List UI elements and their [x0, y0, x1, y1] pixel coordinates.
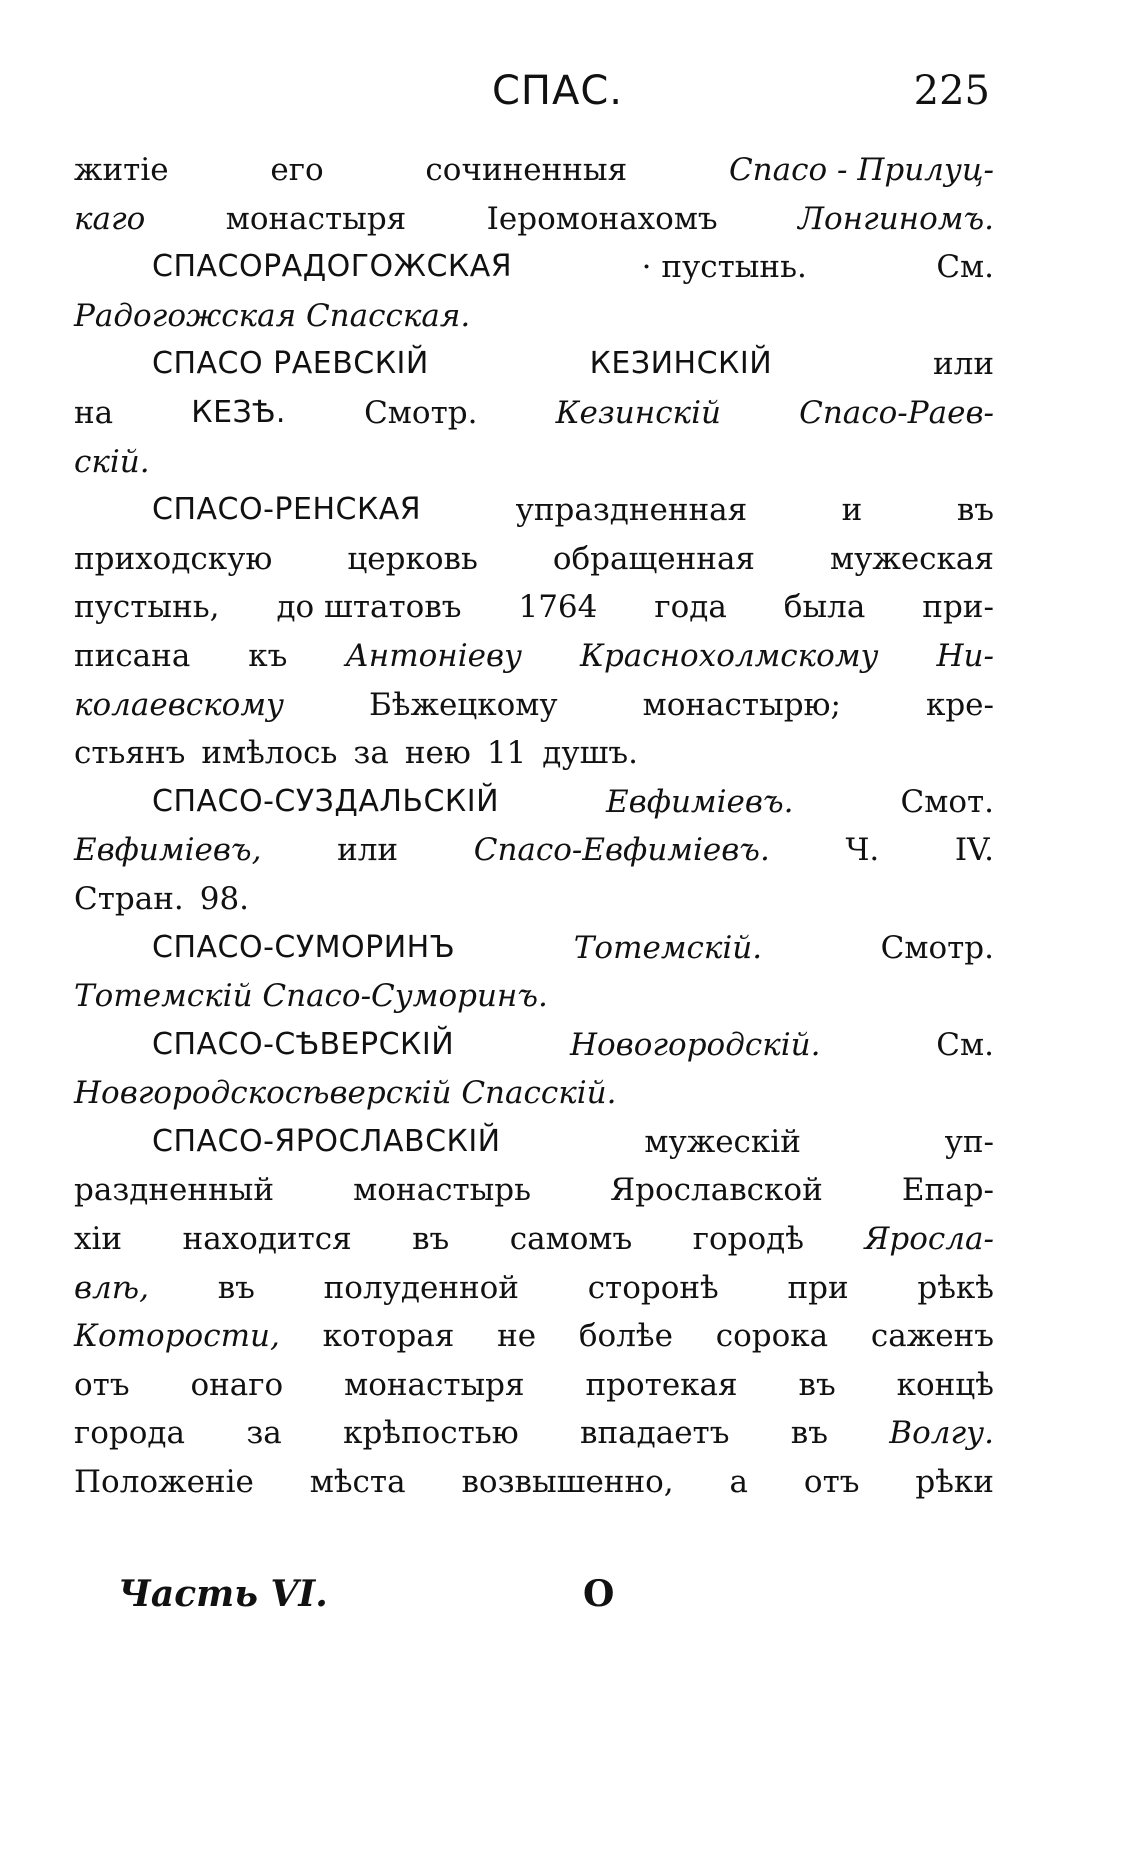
- italic-word: Лонгиномъ.: [798, 200, 994, 237]
- word: имѣлось: [201, 735, 338, 772]
- text-line: [74, 1069, 994, 1118]
- italic-word: скій.: [74, 443, 150, 480]
- word: не: [497, 1318, 537, 1355]
- text-line: [74, 1409, 994, 1458]
- italic-word: Евфиміевъ,: [74, 832, 262, 869]
- word: впадаетъ: [580, 1415, 730, 1452]
- word: въ: [956, 492, 994, 529]
- text-line: [74, 243, 994, 292]
- word: См.: [936, 249, 994, 286]
- word: сорока: [715, 1318, 829, 1355]
- body-text: [74, 146, 994, 1507]
- italic-word: Спасо - Прилуц-: [728, 152, 994, 188]
- italic-word: Евфиміевъ.: [606, 783, 794, 820]
- word: и: [841, 492, 863, 529]
- word: душъ.: [542, 735, 638, 772]
- text-line: [74, 681, 994, 730]
- entry-heading-word: СПАСО-РЕНСКАЯ: [152, 492, 422, 528]
- word: монастыря: [225, 200, 407, 237]
- word: 1764: [518, 589, 598, 626]
- italic-word: колаевскому: [74, 686, 285, 723]
- text-line: [74, 583, 994, 632]
- text-line: [74, 875, 994, 924]
- word: Бѣжецкому: [368, 686, 558, 723]
- italic-word: Кезинскій: [555, 394, 721, 431]
- word: дo штатовъ: [276, 589, 462, 626]
- italic-word: Тотемскій Спасо-Суморинъ.: [74, 978, 548, 1015]
- word: въ: [217, 1269, 255, 1306]
- word: уп-: [944, 1123, 994, 1160]
- word: а: [729, 1464, 749, 1501]
- word: протекая: [585, 1366, 738, 1403]
- text-line: [74, 1118, 994, 1167]
- text-line: [74, 1312, 994, 1361]
- word: отъ: [803, 1464, 860, 1501]
- word: за: [353, 735, 389, 772]
- italic-word: Краснохолмскому: [579, 637, 879, 674]
- word: обращенная: [552, 540, 755, 577]
- text-line: [74, 1264, 994, 1313]
- word: концѣ: [896, 1366, 994, 1403]
- entry-heading-word: СПАСО-СУЗДАЛЬСКІЙ: [152, 783, 500, 819]
- word: 11: [486, 735, 527, 772]
- text-line: [74, 146, 994, 195]
- entry-heading-word: КЕЗѢ.: [191, 394, 286, 430]
- word: была: [783, 589, 866, 626]
- text-line: [74, 632, 994, 681]
- word: Смотр.: [880, 929, 994, 966]
- word: къ: [248, 637, 288, 674]
- word: писана: [74, 637, 191, 674]
- italic-word: Спасо-Евфиміевъ.: [473, 832, 770, 869]
- entry-heading-word: СПАСО-СѢВЕРСКІЙ: [152, 1026, 455, 1062]
- running-head: СПАС.: [492, 68, 624, 114]
- text-line: [74, 778, 994, 827]
- italic-word: каго: [74, 200, 146, 237]
- page-footer: [118, 1573, 818, 1633]
- text-line: [74, 1021, 994, 1070]
- signature-part: Часть VI.: [118, 1573, 328, 1615]
- page-number: 225: [913, 68, 990, 114]
- word: въ: [798, 1366, 836, 1403]
- text-line: [74, 972, 994, 1021]
- word: сочиненныя: [425, 152, 628, 188]
- word: Смотр.: [364, 394, 478, 431]
- text-line: [74, 1166, 994, 1215]
- word: приходскую: [74, 540, 273, 577]
- text-line: [74, 535, 994, 584]
- word: самомъ: [509, 1221, 633, 1258]
- entry-heading-word: СПАСОРАДОГОЖСКАЯ: [152, 249, 513, 285]
- italic-word: Волгу.: [889, 1415, 994, 1452]
- word: при-: [922, 589, 994, 626]
- word: монастыря: [344, 1366, 525, 1403]
- text-line: [74, 729, 994, 778]
- word: въ: [790, 1415, 828, 1452]
- word: стьянъ: [74, 735, 186, 772]
- word: саженъ: [870, 1318, 994, 1355]
- word: мѣста: [309, 1464, 406, 1501]
- word: монастырь: [353, 1172, 531, 1209]
- word: Стран.: [74, 880, 184, 917]
- italic-word: Спасо-Раев-: [799, 394, 994, 431]
- word: при: [787, 1269, 849, 1306]
- entry-heading-word: СПАСО-ЯРОСЛАВСКІЙ: [152, 1123, 501, 1159]
- word: его: [270, 152, 324, 188]
- word: · пустынь.: [641, 249, 807, 286]
- word: крѣпостью: [343, 1415, 519, 1452]
- word: мужеская: [829, 540, 994, 577]
- word: житіе: [74, 152, 169, 188]
- word: года: [654, 589, 727, 626]
- word: Смот.: [900, 783, 994, 820]
- word: Ч.: [845, 832, 880, 869]
- text-line: [74, 292, 994, 341]
- word: монастырю;: [642, 686, 841, 723]
- word: хіи: [74, 1221, 123, 1258]
- word: церковь: [347, 540, 478, 577]
- text-line: [74, 826, 994, 875]
- text-line: [74, 1458, 994, 1507]
- italic-word: влѣ,: [74, 1269, 149, 1306]
- word: Іеромонахомъ: [486, 200, 718, 237]
- entry-heading-word: СПАСО-СУМОРИНЪ: [152, 929, 456, 965]
- word: города: [74, 1415, 185, 1452]
- word: 98.: [199, 880, 250, 917]
- word: которая: [322, 1318, 455, 1355]
- word: за: [246, 1415, 282, 1452]
- word: Епар-: [901, 1172, 994, 1209]
- word: упраздненная: [515, 492, 748, 529]
- text-line: [74, 1361, 994, 1410]
- word: раздненный: [74, 1172, 274, 1209]
- italic-word: Новогородскій.: [569, 1026, 821, 1063]
- word: сторонѣ: [587, 1269, 719, 1306]
- word: онаго: [190, 1366, 284, 1403]
- word: мужескій: [644, 1123, 801, 1160]
- text-line: [74, 389, 994, 438]
- italic-word: Яросла-: [864, 1221, 994, 1258]
- word: кре-: [925, 686, 994, 723]
- word: IV.: [954, 832, 994, 869]
- italic-word: Тотемскій.: [573, 929, 763, 966]
- word: См.: [936, 1026, 994, 1063]
- word: отъ: [74, 1366, 130, 1403]
- word: Ярославской: [610, 1172, 823, 1209]
- signature-mark: O: [583, 1573, 615, 1615]
- italic-word: Новгородскосѣверскій Спасскій.: [74, 1075, 617, 1112]
- word: Положеніе: [74, 1464, 254, 1501]
- word: болѣе: [578, 1318, 673, 1355]
- word: рѣкѣ: [917, 1269, 994, 1306]
- italic-word: Антоніеву: [345, 637, 522, 674]
- word: или: [932, 346, 994, 383]
- text-line: [74, 195, 994, 244]
- word: на: [74, 394, 114, 431]
- word: въ: [412, 1221, 450, 1258]
- text-line: [74, 340, 994, 389]
- word: находится: [182, 1221, 352, 1258]
- italic-word: Которости,: [74, 1318, 280, 1355]
- word: полуденной: [323, 1269, 519, 1306]
- text-line: [74, 924, 994, 973]
- word: возвышенно,: [461, 1464, 674, 1501]
- word: или: [337, 832, 399, 869]
- text-line: [74, 438, 994, 487]
- text-line: [74, 486, 994, 535]
- word: нею: [404, 735, 471, 772]
- italic-word: Радогожская Спасская.: [74, 297, 471, 334]
- italic-word: Ни-: [936, 637, 994, 674]
- word: городѣ: [692, 1221, 804, 1258]
- entry-heading-word: КЕЗИНСКІЙ: [589, 346, 773, 382]
- entry-heading-word: СПАСО РАЕВСКІЙ: [152, 346, 429, 382]
- word: рѣки: [915, 1464, 994, 1501]
- word: пустынь,: [74, 589, 220, 626]
- text-line: [74, 1215, 994, 1264]
- page-header: [80, 68, 990, 128]
